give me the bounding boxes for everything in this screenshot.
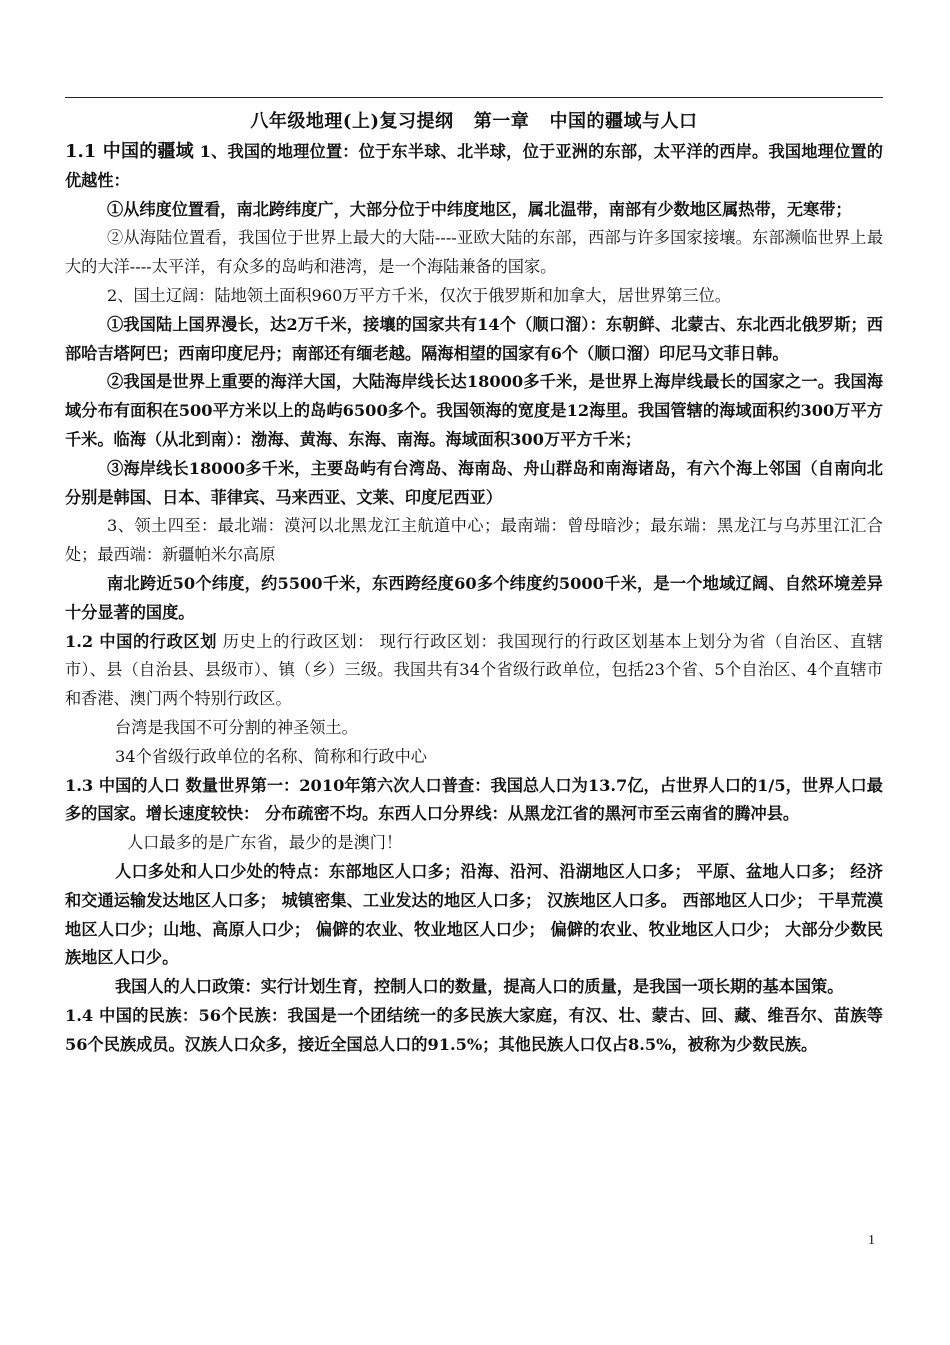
paragraph: ②从海陆位置看，我国位于世界上最大的大陆----亚欧大陆的东部，西部与许多国家接壤。东部濒临世界上最大的大洋----太平洋，有众多的岛屿和港湾，是一个海陆兼备的国家。 [65, 228, 883, 277]
paragraph: 34个省级行政单位的名称、简称和行政中心 [115, 746, 427, 766]
section-1-3-intro: 1.3 中国的人口 数量世界第一：2010年第六次人口普查：我国总人口为13.7亿，占世界人口的1/5，世界人口最多的国家。增长速度较快： 分布疏密不均。东西人口分界线：从黑龙江省的黑河市至云南省的腾冲县。 [65, 775, 883, 824]
document-body [65, 138, 883, 1060]
paragraph: 3、领土四至：最北端：漠河以北黑龙江主航道中心；最南端：曾母暗沙；最东端：黑龙江与乌苏里江汇合处；最西端：新疆帕米尔高原 [65, 516, 883, 565]
paragraph: 南北跨近50个纬度，约5500千米，东西跨经度60多个纬度约5000千米，是一个地域辽阔、自然环境差异十分显著的国度。 [65, 573, 883, 622]
section-heading-1-1: 1.1 中国的疆域 [65, 141, 194, 162]
section-1-1-intro: 1.1 中国的疆域 1、我国的地理位置：位于东半球、北半球，位于亚洲的东部，太平洋的西岸。我国地理位置的优越性： [65, 141, 883, 190]
paragraph: ①我国陆上国界漫长，达2万千米，接壤的国家共有14个（顺口溜）：东朝鲜、北蒙古、东北西北俄罗斯；西部哈吉塔阿巴；西南印度尼丹；南部还有缅老越。隔海相望的国家有6个（顺口溜）印尼马文菲日韩。 [65, 314, 883, 363]
section-heading-1-2: 1.2 中国的行政区划 [65, 631, 217, 651]
header-rule [65, 97, 883, 98]
paragraph: ①从纬度位置看，南北跨纬度广，大部分位于中纬度地区，属北温带，南部有少数地区属热带，无寒带； [107, 199, 852, 219]
section-1-2-intro: 1.2 中国的行政区划 历史上的行政区划： 现行行政区划：我国现行的行政区划基本上划分为省（自治区、直辖市）、县（自治县、县级市）、镇（乡）三级。我国共有34个省级行政单位，包括23个省、5个自治区、4个直辖市和香港、澳门两个特别行政区。 [65, 631, 883, 709]
paragraph: 2、国土辽阔：陆地领土面积960万平方千米，仅次于俄罗斯和加拿大，居世界第三位。 [107, 285, 731, 305]
page-number: 1 [868, 1233, 875, 1248]
section-heading-1-3: 1.3 中国的人口 [65, 775, 180, 795]
paragraph: ③海岸线长18000多千米，主要岛屿有台湾岛、海南岛、舟山群岛和南海诸岛，有六个海上邻国（自南向北分别是韩国、日本、菲律宾、马来西亚、文莱、印度尼西亚） [65, 458, 883, 507]
paragraph: 人口最多的是广东省，最少的是澳门！ [127, 833, 403, 853]
section-heading-1-4: 1.4 中国的民族： [65, 1005, 199, 1025]
document-title: 八年级地理(上)复习提纲 第一章 中国的疆域与人口 [250, 111, 698, 132]
paragraph: 人口多处和人口少处的特点：东部地区人口多；沿海、沿河、沿湖地区人口多； 平原、盆地人口多； 经济和交通运输发达地区人口多； 城镇密集、工业发达的地区人口多； 汉族地区人口多。 西部地区人口少； 干旱荒漠地区人口少；山地、高原人口少； 偏僻的农业、牧业地区人口少； 偏僻的农业、牧业地区人口少； 大部分少数民族地区人口少。 [65, 861, 883, 968]
paragraph: 台湾是我国不可分割的神圣领土。 [115, 717, 358, 737]
paragraph: ②我国是世界上重要的海洋大国，大陆海岸线长达18000多千米，是世界上海岸线最长的国家之一。我国海域分布有面积在500平方米以上的岛屿6500多个。我国领海的宽度是12海里。我国管辖的海域面积约300万平方千米。临海（从北到南）：渤海、黄海、东海、南海。海域面积300万平方千米； [65, 372, 883, 449]
paragraph: 我国人的人口政策：实行计划生育，控制人口的数量，提高人口的质量，是我国一项长期的基本国策。 [115, 977, 844, 997]
section-1-4-intro: 1.4 中国的民族：56个民族：我国是一个团结统一的多民族大家庭，有汉、壮、蒙古、回、藏、维吾尔、苗族等56个民族成员。汉族人口众多，接近全国总人口的91.5%；其他民族人口仅占8.5%，被称为少数民族。 [65, 1005, 883, 1054]
